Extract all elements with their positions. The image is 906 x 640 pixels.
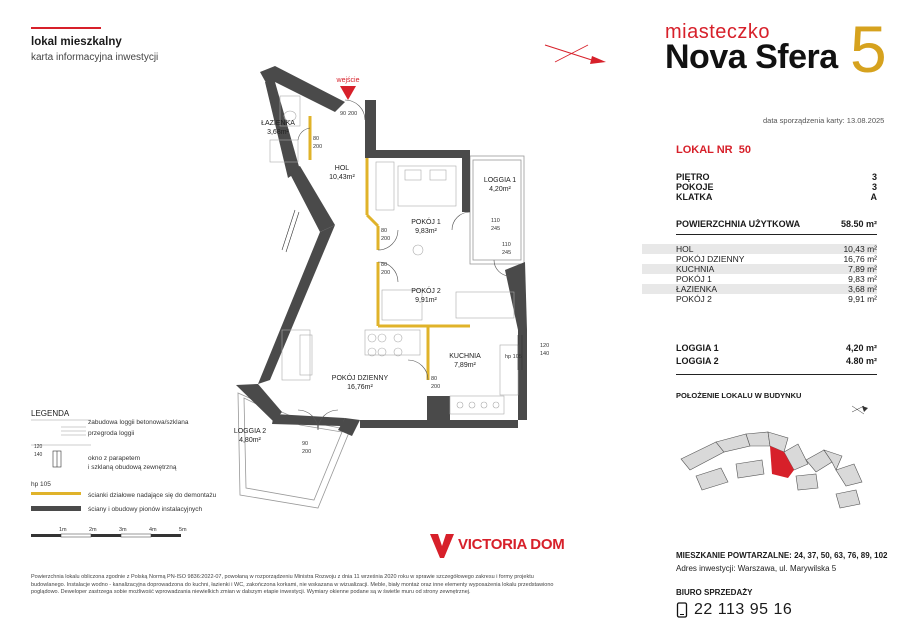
repeat-units: MIESZKANIE POWTARZALNE: 24, 37, 50, 63, 76, 89, 102 [676,551,888,560]
scale-bar [31,524,201,542]
room-name-pokoj1: POKÓJ 1 [411,219,441,226]
info-value: 3 [871,182,877,192]
brand-line1: miasteczko [665,21,771,43]
room-label: POKÓJ 2 [676,294,712,304]
lokal-number: 50 [738,144,752,156]
door-dim: 200 [313,144,323,150]
room-area-bath: 3,68m² [267,129,289,136]
scale-label: 2m [89,527,97,533]
room-value: 7,89 m² [848,264,877,274]
door-dim: 90 [340,111,347,117]
room-name-hall: HOL [334,165,350,172]
area-total-value: 58.50 m² [840,219,877,229]
info-label: KLATKA [676,192,713,202]
room-name-living: POKÓJ DZIENNY [331,375,389,382]
door-dim: 80 [381,228,388,234]
room-area-pokoj2: 9,91m² [415,297,437,304]
document-subtitle: karta informacyjna inwestycji [31,52,159,63]
scale-label: 5m [179,527,187,533]
developer-name: VICTORIA DOM [458,536,565,553]
sales-phone[interactable]: 22 113 95 16 [694,601,793,618]
door-dim: 200 [431,384,441,390]
legend-item: przegroda loggii [88,430,135,437]
loggia-value: 4.80 m² [845,356,877,366]
door-dim: 200 [302,449,312,455]
room-name-loggia1: LOGGIA 1 [483,177,517,184]
door-dim: 80 [313,136,320,142]
legend-item: ścianki działowe nadające się do demontażu [88,492,217,499]
legend-item: okno z parapetem [88,455,141,462]
legend-item: zabudowa loggii betonowa/szklana [88,419,189,426]
door-dim: 110 [491,218,500,224]
legend-window-dim: 140 [34,452,43,458]
room-area-living: 16,76m² [347,384,373,391]
entrance-label: wejście [336,77,360,84]
location-title: POŁOŻENIE LOKALU W BUDYNKU [676,391,802,400]
room-label: KUCHNIA [676,264,715,274]
legend-hp: hp 105 [31,481,51,488]
document-title: lokal mieszkalny [31,36,122,48]
room-name-pokoj2: POKÓJ 2 [411,288,441,295]
room-value: 9,83 m² [848,274,877,284]
info-value: A [870,192,877,202]
room-value: 10,43 m² [843,244,877,254]
scale-label: 3m [119,527,127,533]
area-total-label: POWIERZCHNIA UŻYTKOWA [676,219,801,229]
entrance-arrow-icon [340,86,356,100]
loggia-label: LOGGIA 2 [676,356,719,366]
brand-number: 5 [850,12,887,86]
door-dim: 245 [502,250,512,256]
door-dim: 200 [381,236,391,242]
room-label: HOL [676,244,694,254]
room-name-loggia2: LOGGIA 2 [233,428,267,435]
room-label: ŁAZIENKA [676,284,718,294]
door-dim: 90 [302,441,309,447]
investment-address: Adres inwestycji: Warszawa, ul. Marywilska 5 [676,564,837,573]
info-label: POKOJE [676,182,714,192]
door-dim: 245 [491,226,501,232]
room-area-loggia2: 4,80m² [239,437,261,444]
date-line: data sporządzenia karty: 13.08.2025 [763,116,885,125]
room-area-hall: 10,43m² [329,174,355,181]
legend-item: i szklaną obudową zewnętrzną [88,464,177,471]
lokal-label: LOKAL NR [676,144,733,156]
footer-disclaimer: Powierzchnia lokalu obliczona zgodnie z Polską Normą PN-ISO 9836:2022-07, powołaną w rozporządzeniu Ministra Rozwoju z dnia 11 września 2020 roku w sprawie szczegółowego zakresu i formy projektu budowlanego. Instalacje wodno - kanalizacyjna doprowadzona do kuchni, łazienki i WC, zakończona korkami, nie wskazana w wizualizacji. Meble, biały montaż oraz inne elementy wyposażenia lokalu przedstawiono poglądowo. Deweloper zastrzega sobie możliwość wprowadzania niewielkich zmian w dalszym etapie inwestycji. Wymiary okienne podane są w świetle muru od strony zewnętrznej. [31,574,554,596]
scale-label: 1m [59,527,67,533]
room-value: 3,68 m² [848,284,877,294]
room-area-loggia1: 4,20m² [489,186,511,193]
legend-item: ściany i obudowy pionów instalacyjnych [88,506,203,513]
room-value: 16,76 m² [843,254,877,264]
window-dim: 120 [540,343,550,349]
info-label: PIĘTRO [676,172,710,182]
room-name-bath: ŁAZIENKA [261,120,295,127]
info-value: 3 [871,172,877,182]
room-label: POKÓJ DZIENNY [676,254,745,264]
sales-office-label: BIURO SPRZEDAŻY [676,588,753,597]
window-hp: hp 105 [505,354,522,360]
legend-title: LEGENDA [31,409,70,418]
loggia-label: LOGGIA 1 [676,343,719,353]
door-dim: 80 [381,262,388,268]
room-label: POKÓJ 1 [676,274,712,284]
door-dim: 80 [431,376,438,382]
room-area-kitchen: 7,89m² [454,362,476,369]
loggia-value: 4,20 m² [845,343,877,353]
scale-label: 4m [149,527,157,533]
window-dim: 140 [540,351,550,357]
brand-line2: Nova Sfera [665,38,838,76]
room-name-kitchen: KUCHNIA [449,353,481,360]
door-dim: 200 [381,270,391,276]
door-dim: 200 [348,111,358,117]
door-dim: 110 [502,242,511,248]
legend-window-dim: 120 [34,444,43,450]
room-value: 9,91 m² [848,294,877,304]
room-area-pokoj1: 9,83m² [415,228,437,235]
victoria-dom-logo-icon [430,532,454,558]
